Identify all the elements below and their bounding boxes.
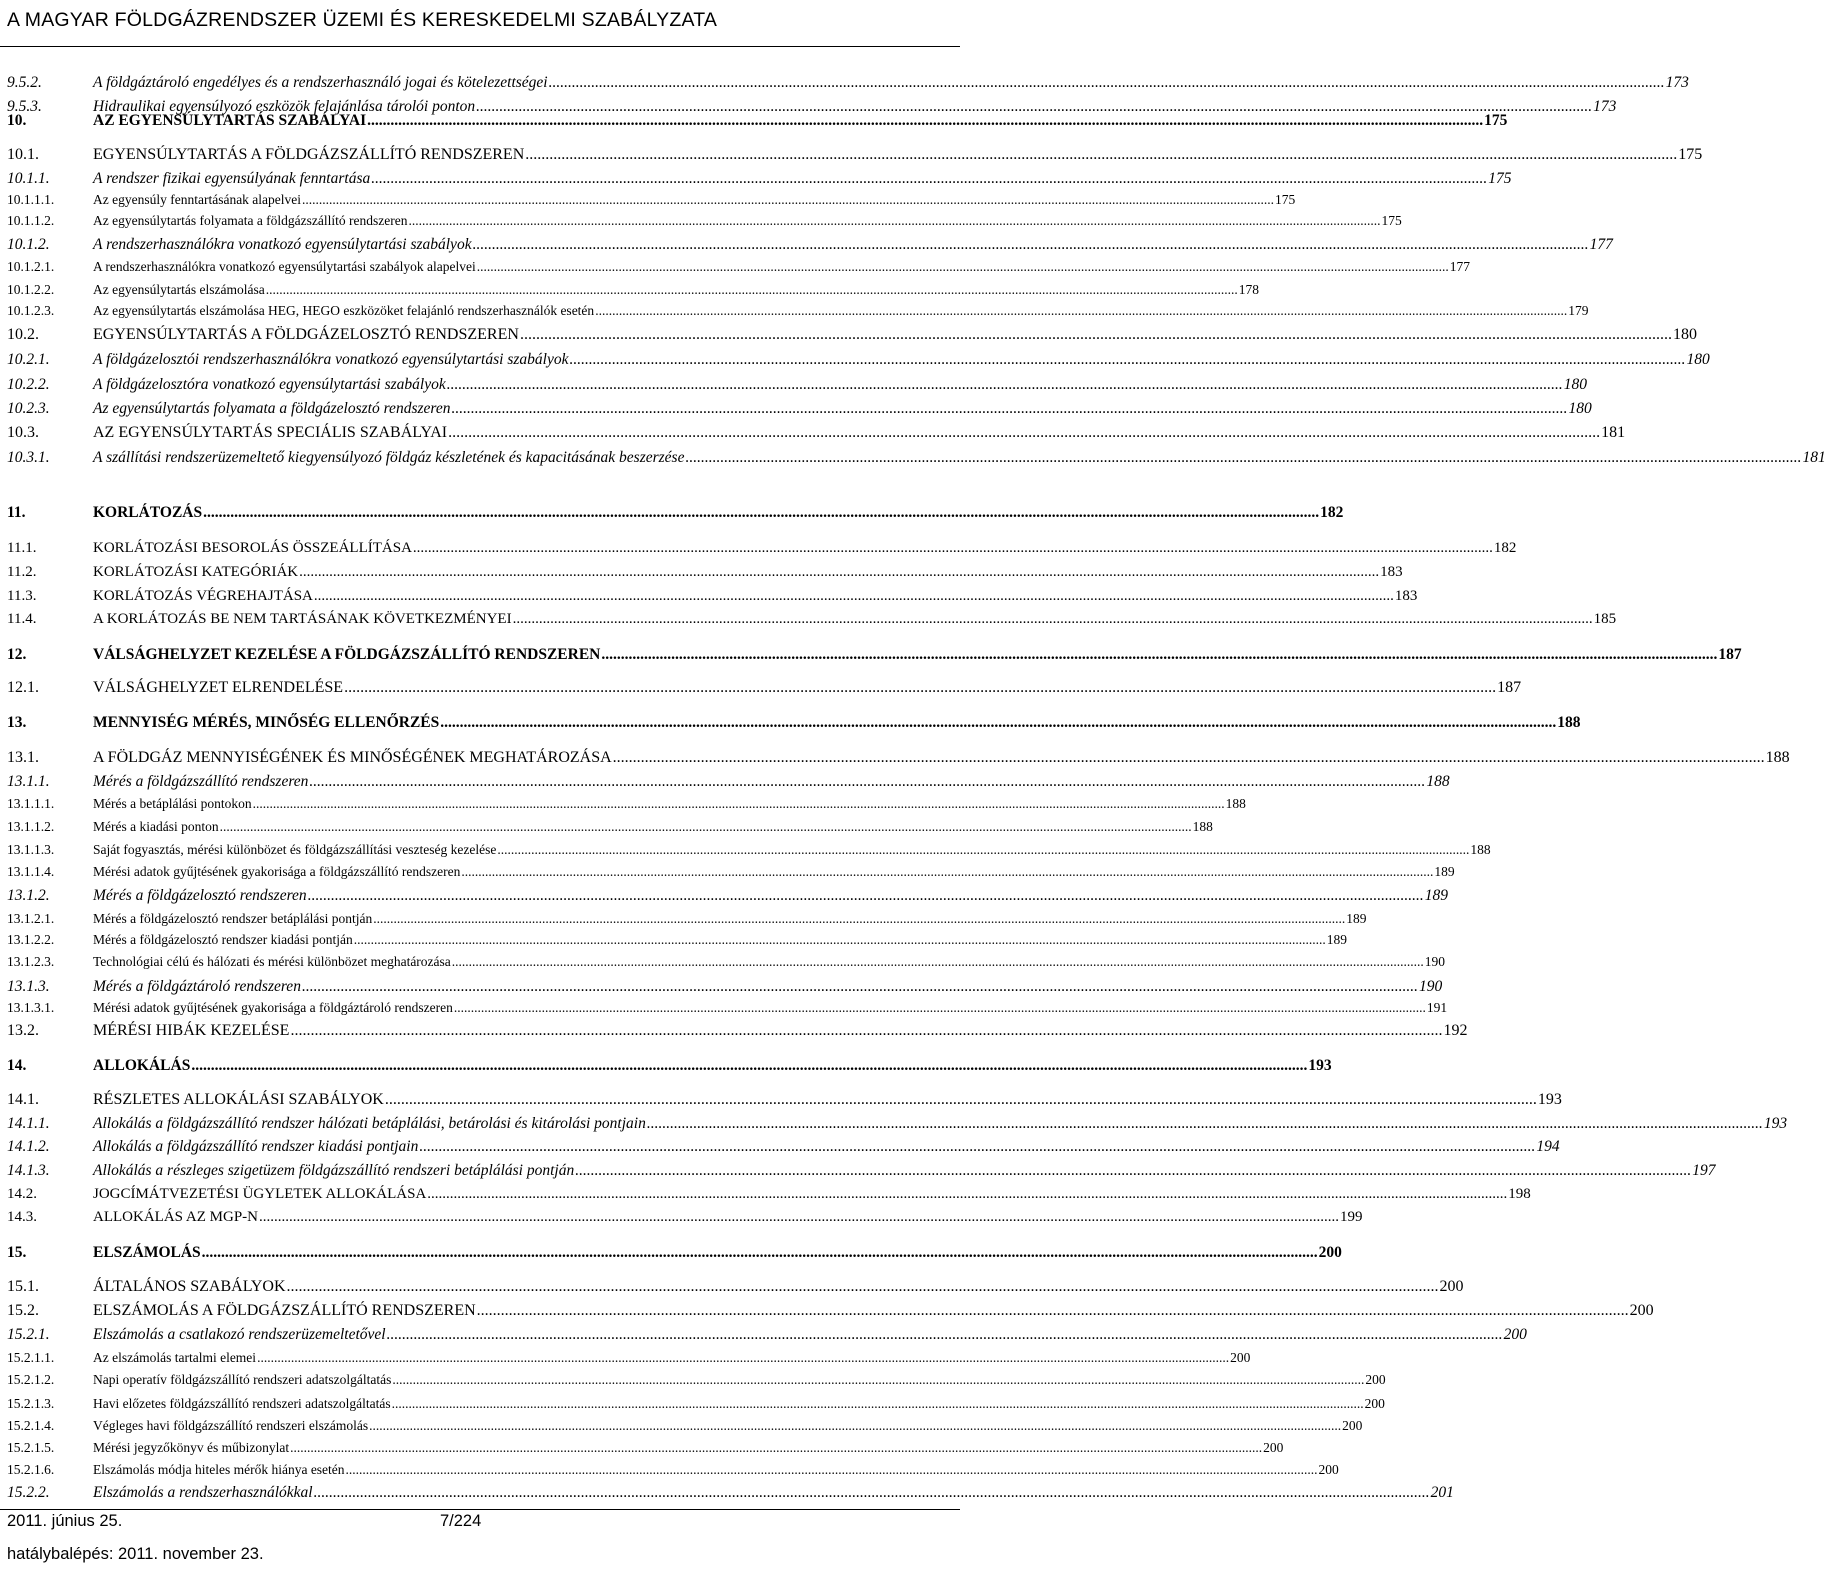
toc-entry[interactable] — [7, 679, 1522, 701]
toc-entry-page: 193 — [1763, 1115, 1788, 1132]
toc-entry[interactable] — [7, 170, 1512, 192]
toc-entry[interactable] — [7, 1484, 1454, 1506]
toc-entry-page: 175 — [1381, 213, 1402, 228]
toc-entry-page: 194 — [1536, 1138, 1560, 1155]
toc-entry-page: 182 — [1320, 504, 1344, 521]
toc-entry[interactable] — [7, 611, 1617, 633]
toc-leader-dots — [497, 842, 1469, 858]
toc-entry-page: 200 — [1629, 1302, 1654, 1319]
toc-leader-dots — [371, 170, 1487, 188]
toc-entry[interactable] — [7, 112, 1508, 134]
toc-leader-dots — [302, 192, 1274, 208]
toc-entry-number: 9.5.2. — [7, 74, 42, 91]
toc-entry-number: 11.1. — [7, 540, 37, 556]
toc-entry-number: 14.2. — [7, 1186, 37, 1202]
toc-entry[interactable] — [7, 236, 1613, 258]
toc-leader-dots — [302, 978, 1418, 996]
toc-entry-number: 10.2.1. — [7, 351, 50, 368]
toc-entry-number: 10.3.1. — [7, 449, 50, 466]
toc-entry-title: Az egyensúlytartás folyamata a földgázelosztó rendszeren — [93, 400, 451, 417]
toc-entry-page: 189 — [1346, 911, 1367, 926]
toc-leader-dots — [595, 303, 1567, 319]
toc-leader-dots — [601, 646, 1717, 664]
toc-entry-number: 11.2. — [7, 564, 37, 580]
toc-entry[interactable] — [7, 932, 1348, 954]
toc-entry[interactable] — [7, 1091, 1562, 1113]
toc-entry-number: 15.2.1.6. — [7, 1462, 55, 1477]
toc-entry-title: Technológiai célú és hálózati és mérési különbözet meghatározása — [93, 954, 451, 969]
toc-entry-title: Mérés a földgáztároló rendszeren — [93, 978, 301, 995]
toc-entry[interactable] — [7, 864, 1455, 886]
toc-entry-page: 180 — [1568, 400, 1592, 417]
toc-entry-number: 15.2.1.4. — [7, 1418, 55, 1433]
toc-leader-dots — [290, 1022, 1442, 1040]
toc-entry[interactable] — [7, 819, 1213, 841]
toc-leader-dots — [549, 74, 1665, 92]
toc-entry[interactable] — [7, 887, 1448, 909]
toc-entry-number: 13.1.3.1. — [7, 1000, 55, 1015]
toc-entry-number: 10.2.2. — [7, 376, 50, 393]
toc-entry-title: Hidraulikai egyensúlyozó eszközök felajánlása tárolói ponton — [93, 98, 476, 115]
toc-leader-dots — [477, 1302, 1629, 1320]
toc-entry-number: 13.1. — [7, 749, 39, 766]
toc-entry-page: 175 — [1484, 112, 1508, 129]
toc-leader-dots — [369, 1418, 1341, 1434]
toc-entry-number: 10.2.3. — [7, 400, 50, 417]
toc-entry[interactable] — [7, 1372, 1386, 1394]
toc-entry[interactable] — [7, 1302, 1654, 1324]
toc-leader-dots — [220, 819, 1192, 835]
toc-leader-dots — [461, 864, 1433, 880]
toc-entry-title: Végleges havi földgázszállító rendszeri elszámolás — [93, 1418, 369, 1433]
toc-entry-number: 15.2.1.3. — [7, 1396, 55, 1411]
toc-entry-title: Mérés a kiadási ponton — [93, 819, 219, 834]
toc-entry[interactable] — [7, 978, 1443, 1000]
toc-leader-dots — [685, 449, 1801, 467]
toc-leader-dots — [525, 146, 1677, 164]
toc-entry-page: 177 — [1449, 259, 1470, 274]
toc-leader-dots — [290, 1440, 1262, 1456]
toc-entry[interactable] — [7, 954, 1446, 976]
toc-entry-number: 14.1.3. — [7, 1162, 50, 1179]
toc-entry-title: KORLÁTOZÁS — [93, 504, 203, 521]
toc-entry[interactable] — [7, 303, 1589, 325]
toc-entry-number: 11.3. — [7, 588, 37, 604]
toc-entry-title: Havi előzetes földgázszállító rendszeri adatszolgáltatás — [93, 1396, 391, 1411]
toc-entry[interactable] — [7, 326, 1697, 348]
toc-leader-dots — [253, 796, 1225, 812]
toc-entry-number: 13.1.2.1. — [7, 911, 55, 926]
toc-leader-dots — [367, 112, 1483, 130]
toc-entry-title: A földgázelosztói rendszerhasználókra vonatkozó egyensúlytartási szabályok — [93, 351, 569, 368]
toc-entry-title: Elszámolás módja hiteles mérők hiánya esetén — [93, 1462, 345, 1477]
toc-leader-dots — [454, 1000, 1426, 1016]
toc-entry[interactable] — [7, 146, 1703, 168]
toc-entry-number: 10.1.2. — [7, 236, 50, 253]
toc-entry-title: A földgázelosztóra vonatkozó egyensúlytartási szabályok — [93, 376, 446, 393]
toc-entry[interactable] — [7, 192, 1296, 214]
toc-entry-title: A földgáztároló engedélyes és a rendszerhasználó jogai és kötelezettségei — [93, 74, 548, 91]
toc-leader-dots — [513, 611, 1593, 628]
toc-leader-dots — [427, 1186, 1507, 1203]
toc-entry-title: Az egyensúlytartás folyamata a földgázszállító rendszeren — [93, 213, 408, 228]
toc-entry[interactable] — [7, 504, 1344, 526]
toc-entry[interactable] — [7, 1000, 1448, 1022]
toc-entry[interactable] — [7, 1350, 1251, 1372]
toc-entry-title: EGYENSÚLYTARTÁS A FÖLDGÁZELOSZTÓ RENDSZEREN — [93, 326, 519, 343]
toc-entry-page: 191 — [1426, 1000, 1448, 1015]
toc-entry[interactable] — [7, 540, 1517, 562]
toc-entry-number: 15.2.1.5. — [7, 1440, 55, 1455]
toc-leader-dots — [266, 282, 1238, 298]
toc-entry-page: 189 — [1424, 887, 1448, 904]
toc-entry[interactable] — [7, 1138, 1560, 1160]
toc-entry[interactable] — [7, 714, 1581, 736]
toc-leader-dots — [409, 213, 1381, 229]
toc-entry-title: Mérés a földgázszállító rendszeren — [93, 773, 309, 790]
toc-entry-title: EGYENSÚLYTARTÁS A FÖLDGÁZSZÁLLÍTÓ RENDSZEREN — [93, 146, 525, 163]
toc-leader-dots — [448, 424, 1600, 442]
toc-entry-page: 197 — [1692, 1162, 1716, 1179]
toc-entry-number: 13.1.1.1. — [7, 796, 55, 811]
toc-entry-page: 181 — [1601, 424, 1626, 441]
footer-page-number: 7/224 — [440, 1512, 482, 1530]
toc-entry-page: 200 — [1263, 1440, 1284, 1455]
toc-entry[interactable] — [7, 773, 1450, 795]
toc-entry[interactable] — [7, 1057, 1332, 1079]
toc-entry-page: 175 — [1488, 170, 1512, 187]
toc-entry-page: 183 — [1380, 564, 1403, 580]
toc-entry[interactable] — [7, 1186, 1531, 1208]
toc-entry-number: 15.2. — [7, 1302, 39, 1319]
toc-entry-title: Az egyensúly fenntartásának alapelvei — [93, 192, 302, 207]
toc-leader-dots — [473, 236, 1589, 254]
toc-leader-dots — [385, 1091, 1537, 1109]
toc-leader-dots — [387, 1326, 1503, 1344]
toc-entry-title: KORLÁTOZÁS VÉGREHAJTÁSA — [93, 588, 313, 604]
toc-entry[interactable] — [7, 376, 1587, 398]
toc-entry[interactable] — [7, 1209, 1363, 1231]
toc-entry[interactable] — [7, 74, 1689, 96]
toc-entry-number: 13.1.2. — [7, 887, 50, 904]
toc-entry[interactable] — [7, 1462, 1339, 1484]
toc-entry-title: Allokálás a részleges szigetüzem földgázszállító rendszeri betáplálási pontján — [93, 1162, 575, 1179]
toc-entry-title: KORLÁTOZÁSI BESOROLÁS ÖSSZEÁLLÍTÁSA — [93, 540, 412, 556]
toc-leader-dots — [520, 326, 1672, 344]
toc-entry-number: 14.1.2. — [7, 1138, 50, 1155]
toc-entry-title: Mérés a földgázelosztó rendszer betáplálási pontján — [93, 911, 373, 926]
toc-entry-title: ELSZÁMOLÁS — [93, 1244, 201, 1261]
toc-entry-number: 15. — [7, 1244, 27, 1261]
toc-entry-page: 192 — [1443, 1022, 1468, 1039]
toc-entry-page: 188 — [1470, 842, 1491, 857]
toc-entry-number: 13. — [7, 714, 27, 731]
toc-entry-title: Napi operatív földgázszállító rendszeri adatszolgáltatás — [93, 1372, 392, 1387]
toc-leader-dots — [392, 1396, 1364, 1412]
toc-entry[interactable] — [7, 646, 1742, 668]
toc-entry-number: 15.1. — [7, 1278, 39, 1295]
toc-entry-number: 10. — [7, 112, 27, 129]
toc-entry[interactable] — [7, 796, 1246, 818]
toc-entry-page: 188 — [1557, 714, 1581, 731]
toc-entry-page: 178 — [1238, 282, 1259, 297]
toc-entry-page: 177 — [1589, 236, 1613, 253]
toc-entry-title: Az egyensúlytartás elszámolása HEG, HEGO eszközöket felajánló rendszerhasználók esetén — [93, 303, 595, 318]
toc-entry-page: 173 — [1593, 98, 1617, 115]
toc-entry-title: Mérési jegyzőkönyv és műbizonylat — [93, 1440, 290, 1455]
toc-entry-number: 13.1.2.2. — [7, 932, 55, 947]
toc-entry-title: A rendszer fizikai egyensúlyának fenntartása — [93, 170, 371, 187]
toc-leader-dots — [344, 679, 1496, 697]
toc-entry[interactable] — [7, 1244, 1342, 1266]
toc-entry-page: 189 — [1326, 932, 1348, 947]
header-divider — [0, 46, 960, 47]
toc-entry-title: A szállítási rendszerüzemeltető kiegyensúlyozó földgáz készletének és kapacitásának beszerzése — [93, 449, 685, 466]
toc-entry-page: 193 — [1308, 1057, 1332, 1074]
toc-entry[interactable] — [7, 1278, 1464, 1300]
toc-entry-page: 187 — [1497, 679, 1522, 696]
toc-entry-page: 187 — [1718, 646, 1742, 663]
toc-entry[interactable] — [7, 449, 1826, 471]
toc-entry[interactable] — [7, 1115, 1788, 1137]
toc-leader-dots — [613, 749, 1765, 767]
toc-entry-title: Allokálás a földgázszállító rendszer kiadási pontjain — [93, 1138, 419, 1155]
toc-leader-dots — [191, 1057, 1307, 1075]
toc-entry-number: 10.1.2.3. — [7, 303, 55, 318]
toc-leader-dots — [373, 911, 1345, 927]
toc-entry-page: 201 — [1430, 1484, 1454, 1501]
toc-leader-dots — [314, 588, 1394, 605]
toc-entry-page: 200 — [1318, 1244, 1342, 1261]
toc-entry-page: 200 — [1364, 1396, 1385, 1411]
toc-entry-page: 180 — [1672, 326, 1697, 343]
toc-leader-dots — [309, 773, 1425, 791]
toc-entry-title: ÁLTALÁNOS SZABÁLYOK — [93, 1278, 286, 1295]
toc-entry-title: A FÖLDGÁZ MENNYISÉGÉNEK ÉS MINŐSÉGÉNEK MEGHATÁROZÁSA — [93, 749, 612, 766]
toc-entry-title: A rendszerhasználókra vonatkozó egyensúlytartási szabályok alapelvei — [93, 259, 476, 274]
toc-entry[interactable] — [7, 911, 1367, 933]
toc-entry-page: 200 — [1318, 1462, 1339, 1477]
toc-entry-title: Az egyensúlytartás elszámolása — [93, 282, 265, 297]
toc-entry-title: Mérési adatok gyűjtésének gyakorisága a földgázszállító rendszeren — [93, 864, 461, 879]
toc-leader-dots — [440, 714, 1556, 732]
toc-entry-title: Elszámolás a csatlakozó rendszerüzemeltetővel — [93, 1326, 386, 1343]
toc-entry-title: Elszámolás a rendszerhasználókkal — [93, 1484, 313, 1501]
toc-entry[interactable] — [7, 1440, 1284, 1462]
toc-entry-number: 15.2.2. — [7, 1484, 50, 1501]
document-header: A MAGYAR FÖLDGÁZRENDSZER ÜZEMI ÉS KERESKEDELMI SZABÁLYZATA — [7, 9, 718, 31]
footer-effective-date: hatálybalépés: 2011. november 23. — [7, 1545, 264, 1563]
toc-entry-number: 13.2. — [7, 1022, 39, 1039]
toc-entry-title: Az elszámolás tartalmi elemei — [93, 1350, 257, 1365]
toc-entry-number: 10.1. — [7, 146, 39, 163]
toc-entry-page: 188 — [1426, 773, 1450, 790]
toc-entry-number: 10.1.1.1. — [7, 192, 55, 207]
toc-leader-dots — [452, 954, 1424, 970]
toc-entry-title: RÉSZLETES ALLOKÁLÁSI SZABÁLYOK — [93, 1091, 384, 1108]
toc-entry[interactable] — [7, 749, 1790, 771]
toc-entry-number: 12.1. — [7, 679, 39, 696]
toc-entry-page: 185 — [1593, 611, 1617, 627]
toc-leader-dots — [392, 1372, 1364, 1388]
toc-leader-dots — [354, 932, 1326, 948]
toc-leader-dots — [575, 1162, 1691, 1180]
toc-entry-title: KORLÁTOZÁSI KATEGÓRIÁK — [93, 564, 299, 580]
toc-entry-number: 13.1.1.4. — [7, 864, 55, 879]
toc-entry-page: 200 — [1230, 1350, 1251, 1365]
toc-entry-number: 10.1.1. — [7, 170, 50, 187]
toc-leader-dots — [451, 400, 1567, 418]
toc-entry-number: 15.2.1. — [7, 1326, 50, 1343]
toc-entry-title: VÁLSÁGHELYZET KEZELÉSE A FÖLDGÁZSZÁLLÍTÓ RENDSZEREN — [93, 646, 601, 663]
toc-entry-title: ALLOKÁLÁS — [93, 1057, 191, 1074]
toc-leader-dots — [413, 540, 1493, 557]
toc-entry[interactable] — [7, 564, 1403, 586]
toc-entry-number: 10.3. — [7, 424, 39, 441]
toc-leader-dots — [287, 1278, 1439, 1296]
toc-entry-page: 181 — [1802, 449, 1826, 466]
toc-entry-number: 13.1.1.2. — [7, 819, 55, 834]
footer-divider — [0, 1509, 960, 1510]
toc-entry-title: Mérés a földgázelosztó rendszeren — [93, 887, 307, 904]
toc-entry-number: 11.4. — [7, 611, 37, 627]
toc-leader-dots — [346, 1462, 1318, 1478]
toc-entry-page: 180 — [1686, 351, 1710, 368]
toc-entry-number: 13.1.3. — [7, 978, 50, 995]
toc-entry-title: Mérési adatok gyűjtésének gyakorisága a földgáztároló rendszeren — [93, 1000, 453, 1015]
toc-entry-page: 182 — [1493, 540, 1517, 556]
toc-entry-page: 190 — [1418, 978, 1443, 995]
toc-entry[interactable] — [7, 424, 1626, 446]
toc-entry[interactable] — [7, 842, 1491, 864]
toc-leader-dots — [647, 1115, 1763, 1133]
toc-leader-dots — [419, 1138, 1535, 1156]
toc-entry-page: 200 — [1342, 1418, 1363, 1433]
toc-entry-title: MÉRÉSI HIBÁK KEZELÉSE — [93, 1022, 290, 1039]
toc-entry[interactable] — [7, 1418, 1363, 1440]
toc-entry[interactable] — [7, 213, 1402, 235]
toc-leader-dots — [308, 887, 1424, 905]
toc-entry-number: 12. — [7, 646, 27, 663]
toc-entry-page: 200 — [1365, 1372, 1386, 1387]
toc-entry-page: 173 — [1665, 74, 1689, 91]
toc-entry-title: AZ EGYENSÚLYTARTÁS SPECIÁLIS SZABÁLYAI — [93, 424, 448, 441]
footer-date: 2011. június 25. — [7, 1512, 123, 1530]
toc-entry-number: 15.2.1.2. — [7, 1372, 55, 1387]
toc-entry[interactable] — [7, 1396, 1385, 1418]
toc-entry-title: VÁLSÁGHELYZET ELRENDELÉSE — [93, 679, 344, 696]
toc-entry[interactable] — [7, 1022, 1468, 1044]
toc-entry-number: 14.1. — [7, 1091, 39, 1108]
toc-entry-page: 189 — [1434, 864, 1455, 879]
toc-entry-number: 15.2.1.1. — [7, 1350, 55, 1365]
toc-entry-number: 10.2. — [7, 326, 39, 343]
toc-leader-dots — [259, 1209, 1339, 1226]
toc-entry-page: 188 — [1765, 749, 1790, 766]
toc-entry-number: 9.5.3. — [7, 98, 42, 115]
toc-entry-page: 175 — [1678, 146, 1703, 163]
toc-entry-title: JOGCÍMÁTVEZETÉSI ÜGYLETEK ALLOKÁLÁSA — [93, 1186, 427, 1202]
toc-entry-page: 198 — [1508, 1186, 1531, 1202]
toc-entry-page: 183 — [1394, 588, 1418, 604]
toc-entry-page: 188 — [1192, 819, 1213, 834]
toc-leader-dots — [447, 376, 1563, 394]
toc-entry-number: 13.1.2.3. — [7, 954, 55, 969]
toc-leader-dots — [299, 564, 1379, 581]
toc-leader-dots — [202, 1244, 1318, 1262]
toc-leader-dots — [314, 1484, 1430, 1502]
toc-entry-number: 13.1.1. — [7, 773, 50, 790]
toc-leader-dots — [569, 351, 1685, 369]
toc-entry-title: A KORLÁTOZÁS BE NEM TARTÁSÁNAK KÖVETKEZMÉNYEI — [93, 611, 512, 627]
toc-entry-number: 14.3. — [7, 1209, 37, 1225]
toc-entry-title: Saját fogyasztás, mérési különbözet és földgázszállítási veszteség kezelése — [93, 842, 497, 857]
toc-entry[interactable] — [7, 588, 1418, 610]
toc-entry-title: MENNYISÉG MÉRÉS, MINŐSÉG ELLENŐRZÉS — [93, 714, 440, 731]
toc-leader-dots — [477, 259, 1449, 275]
toc-entry-number: 10.1.1.2. — [7, 213, 55, 228]
toc-leader-dots — [257, 1350, 1229, 1366]
toc-entry-page: 175 — [1275, 192, 1296, 207]
toc-entry-title: Mérés a betáplálási pontokon — [93, 796, 252, 811]
toc-entry-page: 190 — [1424, 954, 1446, 969]
toc-entry-page: 193 — [1537, 1091, 1562, 1108]
toc-entry[interactable] — [7, 259, 1470, 281]
toc-entry[interactable] — [7, 1162, 1716, 1184]
toc-entry-title: ALLOKÁLÁS AZ MGP-N — [93, 1209, 258, 1225]
toc-entry-page: 200 — [1503, 1326, 1527, 1343]
toc-entry[interactable] — [7, 400, 1592, 422]
toc-entry-number: 10.1.2.2. — [7, 282, 55, 297]
toc-entry-title: ELSZÁMOLÁS A FÖLDGÁZSZÁLLÍTÓ RENDSZEREN — [93, 1302, 476, 1319]
toc-entry[interactable] — [7, 1326, 1527, 1348]
toc-entry-title: Mérés a földgázelosztó rendszer kiadási pontján — [93, 932, 353, 947]
toc-entry-number: 14. — [7, 1057, 27, 1074]
toc-entry-number: 13.1.1.3. — [7, 842, 55, 857]
toc-entry-number: 10.1.2.1. — [7, 259, 55, 274]
toc-entry-number: 14.1.1. — [7, 1115, 50, 1132]
toc-entry-page: 199 — [1340, 1209, 1363, 1225]
toc-entry-page: 180 — [1563, 376, 1587, 393]
toc-entry[interactable] — [7, 351, 1710, 373]
toc-entry-number: 11. — [7, 504, 26, 521]
toc-entry-title: Allokálás a földgázszállító rendszer hálózati betáplálási, betárolási és kitárolási pontjain — [93, 1115, 646, 1132]
toc-entry[interactable] — [7, 282, 1259, 304]
toc-entry-page: 179 — [1568, 303, 1589, 318]
toc-entry-title: A rendszerhasználókra vonatkozó egyensúlytartási szabályok — [93, 236, 472, 253]
toc-entry-page: 188 — [1225, 796, 1246, 811]
toc-entry-title: AZ EGYENSÚLYTARTÁS SZABÁLYAI — [93, 112, 367, 129]
toc-leader-dots — [203, 504, 1319, 522]
toc-entry-page: 200 — [1439, 1278, 1464, 1295]
